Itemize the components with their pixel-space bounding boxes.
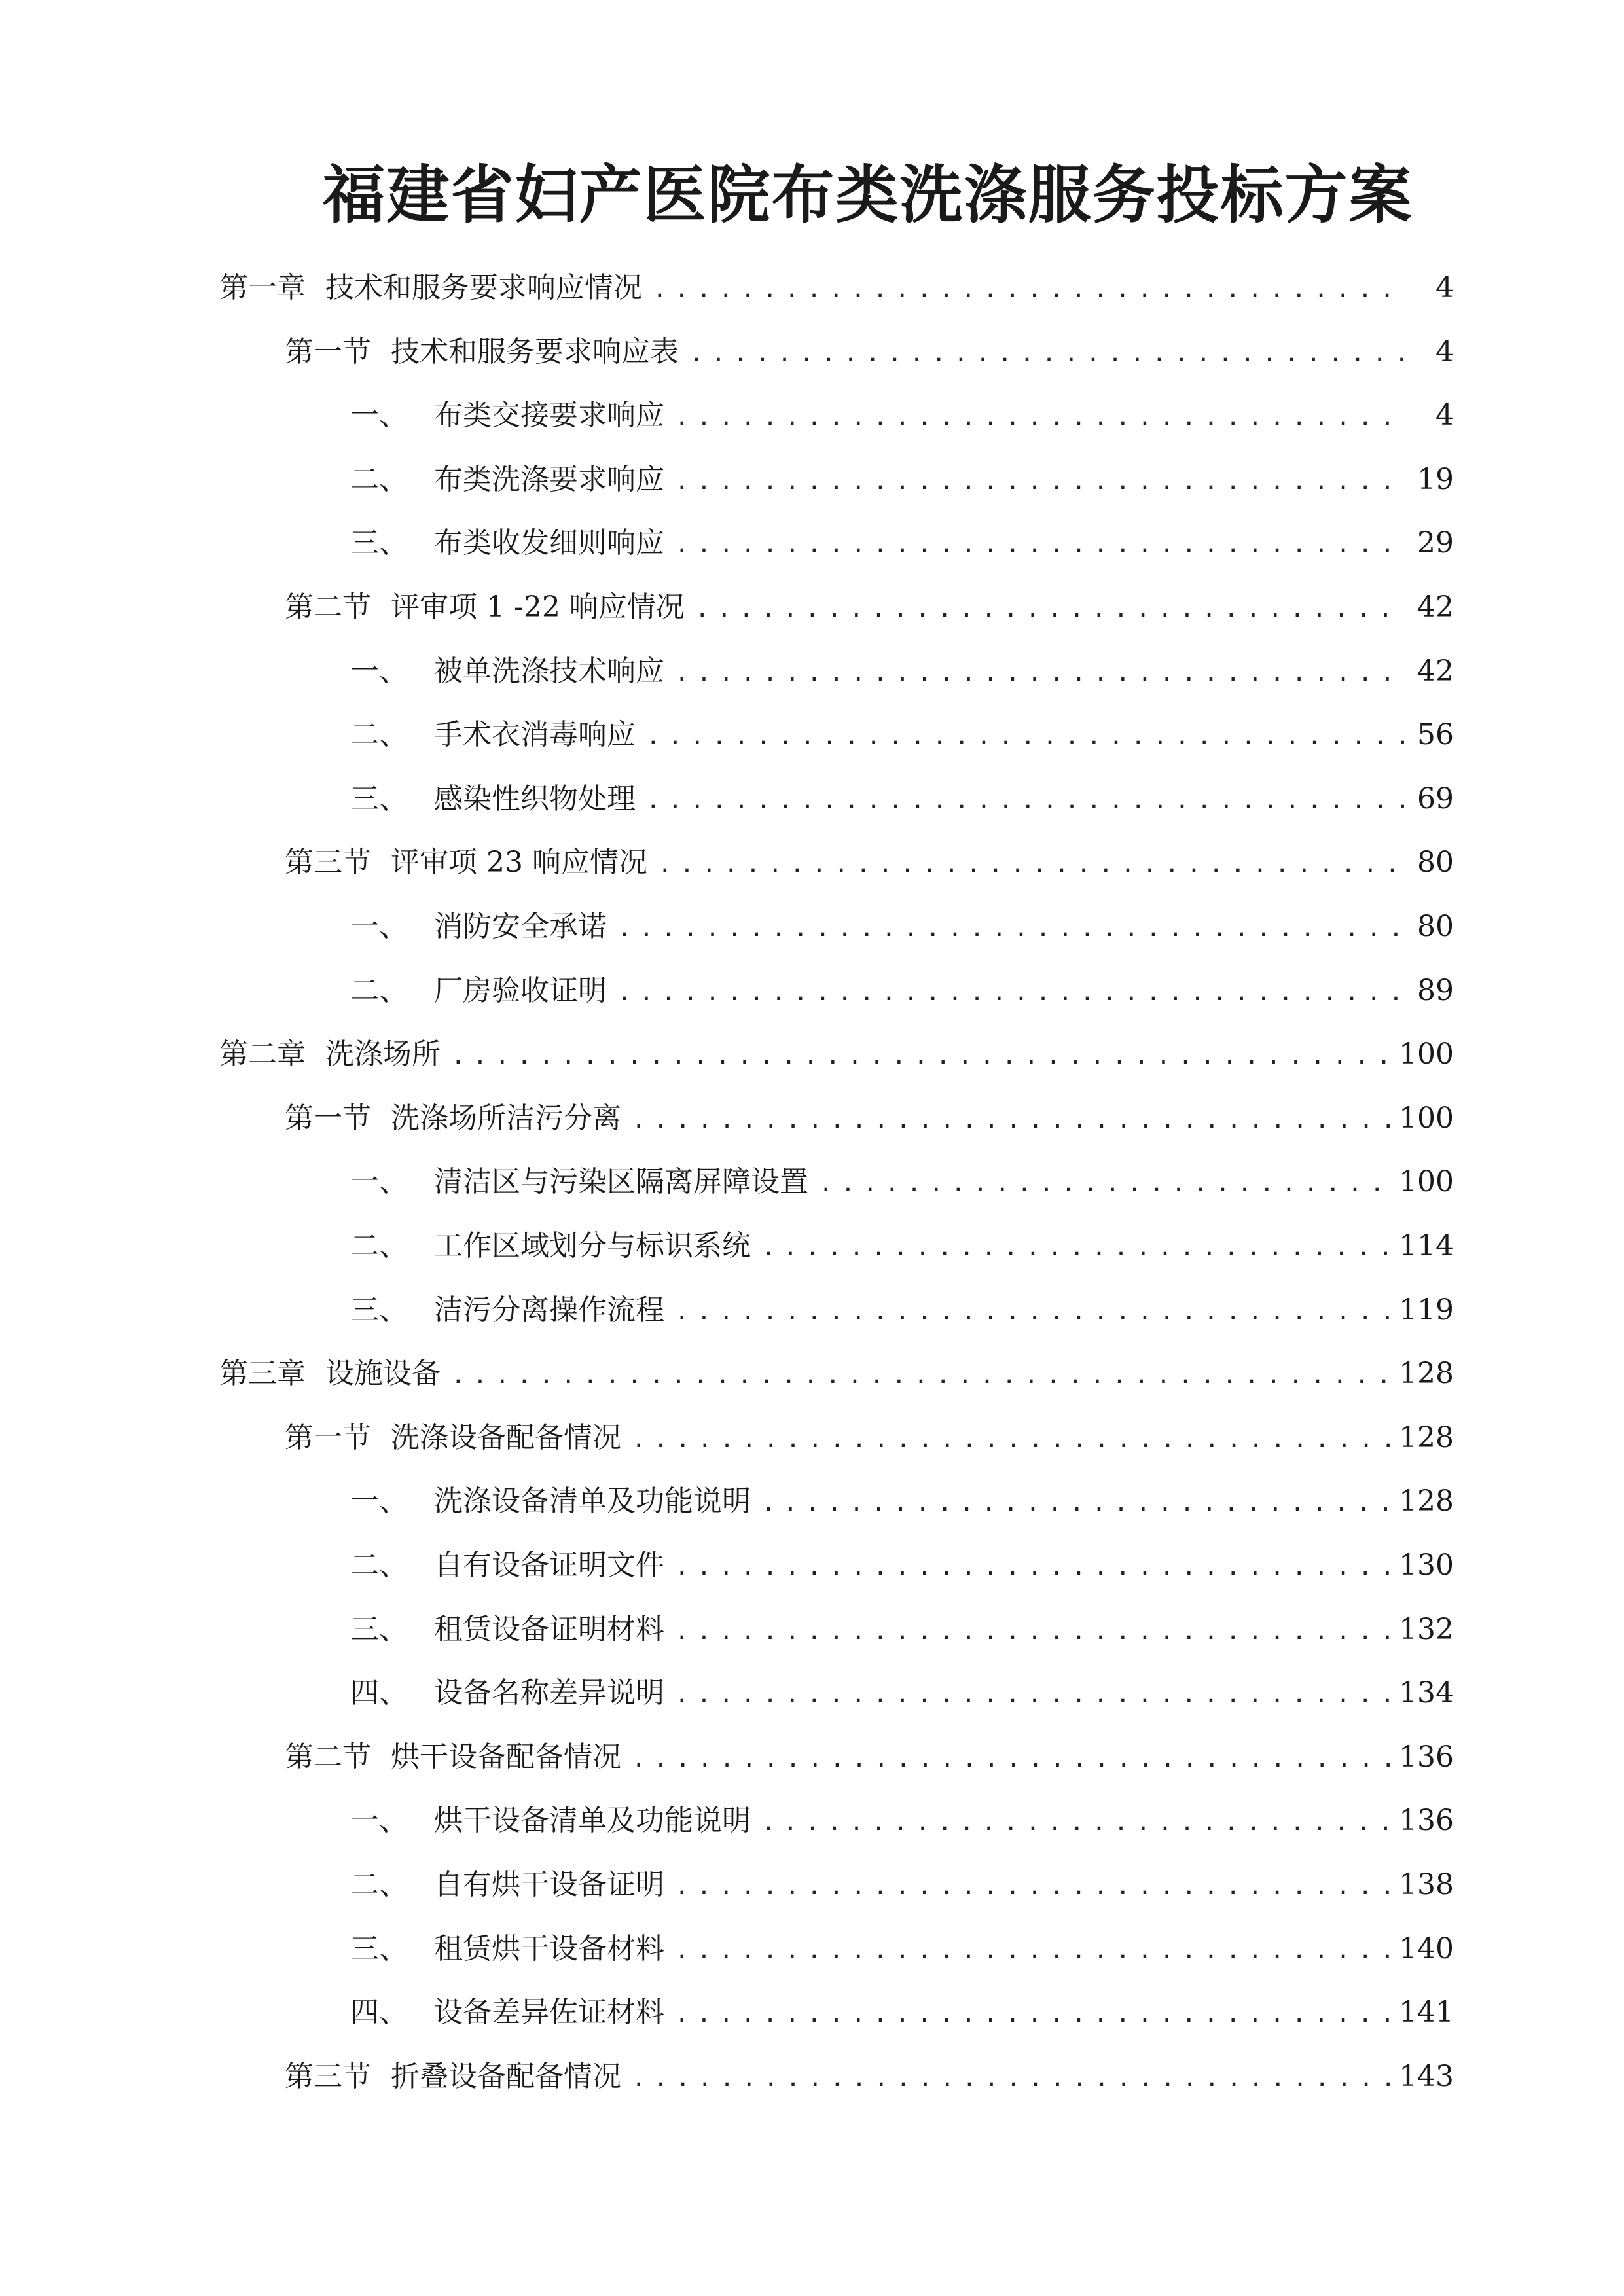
toc-entry-page: 141 — [1399, 1996, 1454, 2030]
toc-entry-number: 一、 — [350, 1165, 408, 1199]
toc-entry-title: 租赁设备证明材料 — [434, 1612, 664, 1646]
toc-leader-dots — [675, 398, 1405, 437]
toc-entry-page: 128 — [1399, 1420, 1454, 1454]
toc-entry[interactable] — [350, 396, 1454, 435]
toc-entry-page: 132 — [1399, 1612, 1454, 1646]
toc-entry-number: 一、 — [350, 399, 408, 433]
document-title: 福建省妇产医院布类洗涤服务投标方案 — [322, 158, 1413, 232]
toc-leader-dots — [761, 1229, 1390, 1268]
toc-entry[interactable] — [219, 1035, 1454, 1074]
toc-entry-page: 100 — [1399, 1037, 1454, 1071]
toc-entry-page: 42 — [1417, 654, 1454, 688]
toc-entry-number: 二、 — [350, 1868, 408, 1901]
toc-entry[interactable] — [350, 1162, 1454, 1202]
toc-entry-page: 138 — [1399, 1868, 1454, 1901]
toc-entry-number: 二、 — [350, 718, 408, 752]
toc-entry-number: 一、 — [350, 1484, 408, 1518]
toc-leader-dots — [689, 334, 1405, 374]
toc-entry-title: 设备名称差异说明 — [434, 1676, 664, 1710]
toc-leader-dots — [675, 654, 1405, 693]
toc-entry[interactable] — [350, 1546, 1454, 1585]
toc-entry[interactable] — [219, 268, 1454, 308]
toc-entry-page: 119 — [1399, 1293, 1454, 1327]
toc-entry[interactable] — [285, 843, 1454, 882]
toc-entry-title: 租赁烘干设备材料 — [434, 1931, 664, 1965]
toc-entry-number: 三、 — [350, 1293, 408, 1327]
toc-leader-dots — [761, 1484, 1390, 1523]
toc-entry-number: 一、 — [350, 1804, 408, 1838]
toc-leader-dots — [675, 1548, 1390, 1587]
toc-entry[interactable] — [350, 1291, 1454, 1330]
toc-entry-page: 80 — [1417, 910, 1454, 943]
toc-entry[interactable] — [350, 1865, 1454, 1905]
toc-entry-number: 第三节 — [285, 2059, 371, 2093]
toc-entry[interactable] — [350, 780, 1454, 819]
toc-entry-number: 第二节 — [285, 590, 371, 624]
toc-entry-title: 洗涤设备清单及功能说明 — [434, 1484, 751, 1518]
toc-entry-number: 二、 — [350, 462, 408, 496]
toc-entry-page: 80 — [1417, 846, 1454, 880]
toc-entry-page: 143 — [1399, 2059, 1454, 2093]
toc-entry-page: 130 — [1399, 1549, 1454, 1582]
toc-leader-dots — [617, 973, 1405, 1013]
toc-entry[interactable] — [285, 332, 1454, 372]
toc-entry-title: 技术和服务要求响应表 — [391, 334, 679, 368]
toc-entry-number: 一、 — [350, 654, 408, 688]
toc-entry-title: 洗涤场所洁污分离 — [391, 1101, 621, 1135]
toc-entry-page: 136 — [1399, 1740, 1454, 1774]
toc-leader-dots — [632, 1420, 1390, 1460]
toc-entry-page: 89 — [1417, 973, 1454, 1007]
toc-entry[interactable] — [350, 907, 1454, 946]
toc-entry-page: 4 — [1435, 334, 1454, 368]
toc-entry-number: 第一节 — [285, 1101, 371, 1135]
toc-entry-title: 厂房验收证明 — [434, 973, 607, 1007]
toc-entry-title: 自有烘干设备证明 — [434, 1868, 664, 1901]
toc-entry-number: 四、 — [350, 1996, 408, 2030]
toc-entry-number: 第一节 — [285, 1420, 371, 1454]
toc-entry-number: 第二章 — [219, 1037, 306, 1071]
toc-entry[interactable] — [219, 1354, 1454, 1393]
toc-entry-page: 128 — [1399, 1357, 1454, 1391]
toc-entry-title: 评审项 1 -22 响应情况 — [391, 590, 685, 624]
toc-entry-page: 128 — [1399, 1484, 1454, 1518]
toc-entry-page: 42 — [1417, 590, 1454, 624]
toc-entry-number: 第一章 — [219, 271, 306, 304]
toc-leader-dots — [675, 462, 1405, 501]
toc-entry[interactable] — [350, 1993, 1454, 2032]
toc-entry-title: 自有设备证明文件 — [434, 1549, 664, 1582]
toc-entry[interactable] — [350, 971, 1454, 1011]
toc-entry-number: 三、 — [350, 1612, 408, 1646]
toc-entry-title: 洁污分离操作流程 — [434, 1293, 664, 1327]
toc-entry-title: 洗涤场所 — [325, 1037, 441, 1071]
toc-entry-title: 清洁区与污染区隔离屏障设置 — [434, 1165, 808, 1199]
toc-entry-page: 140 — [1399, 1931, 1454, 1965]
toc-entry-title: 被单洗涤技术响应 — [434, 654, 664, 688]
toc-entry[interactable] — [285, 1099, 1454, 1138]
toc-entry-title: 烘干设备配备情况 — [391, 1740, 621, 1774]
toc-leader-dots — [658, 845, 1405, 884]
toc-entry-title: 布类洗涤要求响应 — [434, 462, 664, 496]
toc-leader-dots — [617, 909, 1405, 948]
toc-leader-dots — [675, 1676, 1390, 1715]
toc-entry-page: 4 — [1435, 399, 1454, 433]
toc-entry-number: 第三节 — [285, 846, 371, 880]
toc-leader-dots — [653, 270, 1405, 310]
toc-entry[interactable] — [350, 1929, 1454, 1969]
toc-entry[interactable] — [350, 1610, 1454, 1649]
toc-entry[interactable] — [350, 1482, 1454, 1521]
toc-leader-dots — [632, 1101, 1390, 1140]
toc-entry-page: 56 — [1417, 718, 1454, 752]
toc-entry[interactable] — [285, 2057, 1454, 2096]
toc-entry-page: 100 — [1399, 1101, 1454, 1135]
toc-entry-page: 4 — [1435, 271, 1454, 304]
toc-leader-dots — [675, 1995, 1390, 2034]
toc-entry-title: 布类交接要求响应 — [434, 399, 664, 433]
toc-leader-dots — [675, 526, 1405, 565]
toc-entry-number: 第三章 — [219, 1357, 306, 1391]
toc-leader-dots — [646, 781, 1405, 821]
toc-leader-dots — [646, 717, 1405, 757]
toc-entry-page: 19 — [1417, 462, 1454, 496]
toc-entry[interactable] — [350, 1227, 1454, 1266]
toc-entry[interactable] — [350, 1674, 1454, 1713]
toc-entry-number: 四、 — [350, 1676, 408, 1710]
toc-entry-title: 工作区域划分与标识系统 — [434, 1229, 751, 1263]
toc-entry-number: 一、 — [350, 910, 408, 943]
toc-leader-dots — [761, 1803, 1390, 1842]
toc-entry-title: 设备差异佐证材料 — [434, 1996, 664, 2030]
toc-entry-number: 三、 — [350, 781, 408, 816]
toc-entry-page: 134 — [1399, 1676, 1454, 1710]
toc-entry-title: 折叠设备配备情况 — [391, 2059, 621, 2093]
toc-leader-dots — [675, 1867, 1390, 1907]
toc-entry-title: 烘干设备清单及功能说明 — [434, 1804, 751, 1838]
toc-leader-dots — [632, 1740, 1390, 1779]
toc-leader-dots — [819, 1164, 1390, 1204]
toc-entry[interactable] — [350, 460, 1454, 499]
toc-entry-page: 29 — [1417, 526, 1454, 560]
toc-entry-title: 技术和服务要求响应情况 — [325, 271, 642, 304]
toc-entry-title: 手术衣消毒响应 — [434, 718, 636, 752]
toc-entry[interactable] — [350, 715, 1454, 755]
toc-leader-dots — [632, 2059, 1390, 2098]
toc-entry-page: 100 — [1399, 1165, 1454, 1199]
toc-leader-dots — [675, 1612, 1390, 1651]
toc-entry-number: 三、 — [350, 526, 408, 560]
toc-entry-page: 136 — [1399, 1804, 1454, 1838]
toc-leader-dots — [451, 1356, 1390, 1395]
toc-leader-dots — [451, 1037, 1390, 1076]
toc-entry[interactable] — [350, 652, 1454, 691]
toc-entry-title: 评审项 23 响应情况 — [391, 846, 647, 880]
toc-leader-dots — [695, 590, 1405, 629]
toc-entry-title: 消防安全承诺 — [434, 910, 607, 943]
toc-entry-title: 洗涤设备配备情况 — [391, 1420, 621, 1454]
toc-entry-page: 69 — [1417, 781, 1454, 816]
toc-entry[interactable] — [350, 1801, 1454, 1840]
toc-entry-number: 第二节 — [285, 1740, 371, 1774]
toc-leader-dots — [675, 1293, 1390, 1332]
toc-entry-page: 114 — [1399, 1229, 1454, 1263]
toc-entry-title: 感染性织物处理 — [434, 781, 636, 816]
toc-entry[interactable] — [350, 524, 1454, 563]
toc-entry-title: 设施设备 — [325, 1357, 441, 1391]
toc-entry-title: 布类收发细则响应 — [434, 526, 664, 560]
toc-entry[interactable] — [285, 1738, 1454, 1777]
toc-entry[interactable] — [285, 588, 1454, 627]
toc-entry[interactable] — [285, 1418, 1454, 1458]
toc-entry-number: 二、 — [350, 973, 408, 1007]
toc-entry-number: 第一节 — [285, 334, 371, 368]
toc-entry-number: 三、 — [350, 1931, 408, 1965]
toc-entry-number: 二、 — [350, 1549, 408, 1582]
toc-entry-number: 二、 — [350, 1229, 408, 1263]
toc-leader-dots — [675, 1931, 1390, 1971]
